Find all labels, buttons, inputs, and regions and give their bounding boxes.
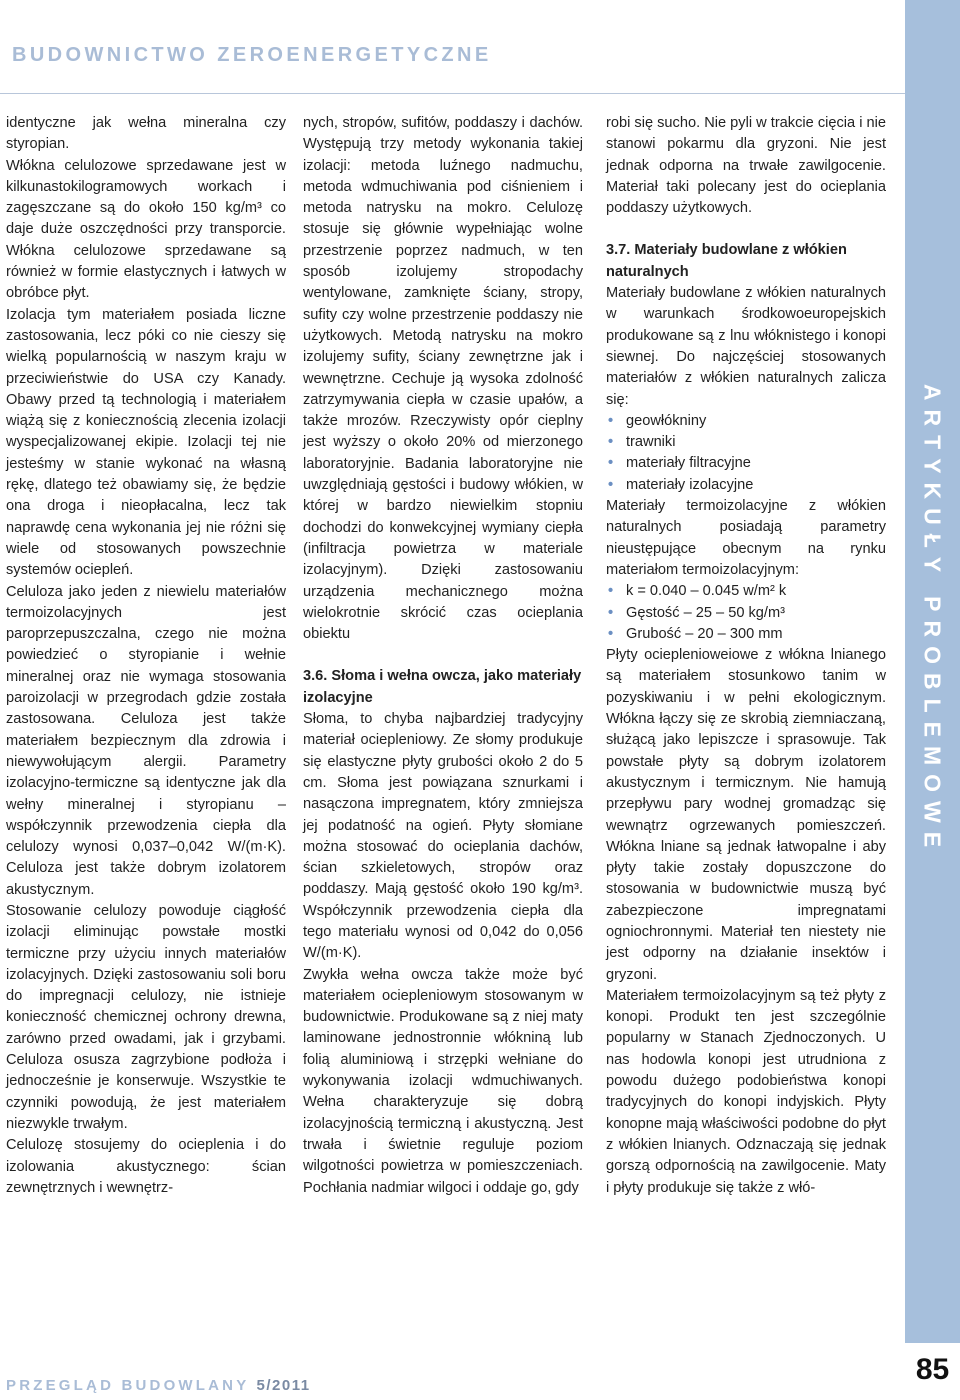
bullet-icon: • <box>608 455 614 472</box>
paragraph: Materiały termoizolacyjne z włókien naturalnych posiadają parametry nieustępujące obecnym na rynku materiałom termoizolacyjnym: <box>606 498 886 578</box>
paragraph: robi się sucho. Nie pyli w trakcie cięcia i nie stanowi pokarmu dla gryzoni. Nie jest jednak odporna na trwałe zawilgocenie. Materiał taki polecany jest do ocieplania poddaszy użytkowych. <box>606 115 886 217</box>
bullet-icon: • <box>608 412 614 429</box>
list-item <box>606 453 886 474</box>
list-item-text: trawniki <box>626 434 676 451</box>
section-heading: 3.6. Słoma i wełna owcza, jako materiały izolacyjne <box>303 668 582 706</box>
paragraph: Słoma, to chyba najbardziej tradycyjny materiał ociepleniowy. Ze słomy produkuje się elastyczne płyty grubości około 2 do 5 cm. Słoma jest powiązana sznurkami i nasączona impregnatem, który zmniejsza jej podatność na ogień. Płyty słomiane można stosować do ocieplania dachów, ścian szkieletowych, stropów oraz poddaszy. Mają gęstość około 190 kg/m³. Współczynnik przewodzenia ciepła dla tego materiału wynosi od 0,042 do 0,056 W/(m·K). <box>303 711 583 962</box>
parameter-list <box>606 581 886 645</box>
paragraph: Izolacja tym materiałem posiada liczne zastosowania, lecz póki co nie cieszy się wielką popularnością w naszym kraju w przeciwieństwie do USA czy Kanady. Obawy przed tą technologią i materiałem wiążą się z koniecznością zlecenia izolacji wyspecjalizowanej ekipie. Izolacji tej nie jesteśmy w stanie wykonać na własną rękę, dlatego też obawiamy się, że będzie ona droga i nieopłacalna, lecz tak naprawdę cena wykonania jej nie różni się wiele od stosowanych powszechnie systemów ociepleń. <box>6 306 286 579</box>
paragraph: Materiały budowlane z włókien naturalnych w warunkach środkowoeuropejskich produkowane są z lnu włóknistego i konopi siewnej. Do najczęściej stosowanych materiałów z włókien naturalnych zalicza się: <box>606 285 886 408</box>
paragraph: Materiałem termoizolacyjnym są też płyty z konopi. Produkt ten jest szczególnie popularny w Stanach Zjednoczonych. U nas hodowla konopi jest utrudniona z powodu dużego podobieństwa konopi tradycyjnych do konopi indyjskich. Płyty konopne mają właściwości podobne do płyt z włókien lnianych. Odznaczają się jednak gorszą odpornością na zawilgocenie. Maty i płyty produkuje się także z włó- <box>606 987 886 1196</box>
list-item-text: materiały izolacyjne <box>626 476 754 493</box>
paragraph: Włókna celulozowe sprzedawane jest w kilkunastokilogramowych workach i zagęszczane są do około 150 kg/m³ co daje duże oszczędności przy transporcie. Włókna celulozowe sprzedawane są również w formie elastycznych i łatwych w obróbce płyt. <box>6 157 286 302</box>
list-item-text: Grubość – 20 – 300 mm <box>626 625 783 642</box>
issue-number: 5/2011 <box>256 1377 311 1394</box>
paragraph: Zwykła wełna owcza także może być materiałem ociepleniowym stosowanym w budownictwie. Produkowane są z niej maty laminowane jednostronnie włókniną lub folią aluminiową i strzępki wełniane do wykonywania izolacji wdmuchiwanych. Wełna charakteryzuje się dobrą izolacyjnością termiczną i akustyczną. Jest trwała i świetnie reguluje poziom wilgotności powietrza w pomieszczeniach. Pochłania nadmiar wilgoci i oddaje go, gdy <box>303 966 583 1196</box>
spacer <box>606 219 886 240</box>
footer <box>6 1377 311 1394</box>
section-heading: 3.7. Materiały budowlane z włókien naturalnych <box>606 242 847 280</box>
list-item <box>606 581 886 602</box>
bullet-icon: • <box>608 583 614 600</box>
list-item-text: Gęstość – 25 – 50 kg/m³ <box>626 604 785 621</box>
column-1 <box>6 113 286 1199</box>
bullet-icon: • <box>608 604 614 621</box>
section-label: ARTYKUŁY PROBLEMOWE <box>919 383 946 857</box>
column-2 <box>303 113 583 1199</box>
bullet-icon: • <box>608 476 614 493</box>
spacer <box>303 645 583 666</box>
running-header: BUDOWNICTWO ZEROENERGETYCZNE <box>12 44 492 66</box>
bullet-list <box>606 411 886 496</box>
list-item <box>606 432 886 453</box>
list-item <box>606 624 886 645</box>
column-3 <box>606 113 886 1199</box>
list-item <box>606 603 886 624</box>
list-item <box>606 411 886 432</box>
list-item-text: materiały filtracyjne <box>626 455 751 472</box>
list-item-text: k = 0.040 – 0.045 w/m² k <box>626 583 787 600</box>
bullet-icon: • <box>608 434 614 451</box>
paragraph: Celulozę stosujemy do ocieplenia i do izolowania akustycznego: ścian zewnętrznych i wewnętrz- <box>6 1137 286 1196</box>
bullet-icon: • <box>608 625 614 642</box>
paragraph: Płyty ocieplenioweiowe z włókna lnianego są materiałem stosunkowo tanim w pozyskiwaniu i w pełni ekologicznym. Włókna łączy się ze skrobią ziemniaczaną, służącą jako lepiszcze i sprasowuje. Tak powstałe płyty są dobrym izolatorem akustycznym i termicznym. Nie hamują przepływu pary wodnej gromadząc się wewnątrz ogrzewanych pomieszczeń. Włókna lniane są jednak łatwopalne i aby płyty takie zostały dopuszczone do stosowania w budownictwie muszą być zabezpieczone impregnatami ogniochronnymi. Materiał ten niestety nie jest odporny na działanie insektów i gryzoni. <box>606 647 886 983</box>
header-rule <box>0 93 905 94</box>
list-item-text: geowłókniny <box>626 412 707 429</box>
paragraph: identyczne jak wełna mineralna czy styropian. <box>6 115 286 153</box>
list-item <box>606 475 886 496</box>
page-number: 85 <box>915 1353 950 1386</box>
paragraph: nych, stropów, sufitów, poddaszy i dachów. Występują trzy metody wykonania takiej izolacji: metoda luźnego nadmuchu, metoda wdmuchiwania pod ciśnieniem i metoda natrysku na mokro. Celulozę stosuje się głównie wypełniając wolne przestrzenie poprzez nadmuch, w ten sposób izolujemy stropodachy wentylowane, zamknięte ściany, stropy, sufity czy wolne przestrzenie poddaszy nie użytkowych. Metodą natrysku na mokro izolujemy sufity, ściany zewnętrzne jak i wewnętrzne. Cechuje ją wysoka zdolność zatrzymywania ciepła w czasie upałów, a także mrozów. Rzeczywisty opór cieplny jest wyższy o około 20% od mierzonego laboratoryjnie. Badania laboratoryjne nie uwzględniają gęstości i budowy włókien, w której w bardzo niewielkim stopniu dochodzi do konwekcyjnej wymiany ciepła (infiltracja powietrza w materiale izolacyjnym). Dzięki zastosowaniu urządzenia mechanicznego można wielokrotnie skrócić czas ocieplania obiektu <box>303 115 583 643</box>
paragraph: Celuloza jako jeden z niewielu materiałów termoizolacyjnych jest paroprzepuszczalna, czego nie można powiedzieć o styropianie i wełnie mineralnej oraz nie wymaga stosowania paroizolacji w przegrodach gdzie została zastosowana. Celuloza jest także materiałem bezpiecznym dla zdrowia i niewywołującym alergii. Parametry izolacyjno-termiczne są identyczne jak dla wełny mineralnej i styropianu – współczynnik przewodzenia ciepła dla celulozy wynosi 0,037–0,042 W/(m·K). Celuloza jest także dobrym izolatorem akustycznym. <box>6 583 286 898</box>
paragraph: Stosowanie celulozy powoduje ciągłość izolacji eliminując powstałe mostki termiczne przy użyciu innych materiałów izolacyjnych. Dzięki zastosowaniu soli boru do impregnacji celulozy, nie istnieje konieczność chemicznej ochrony drewna, zarówno przed owadami, jak i grzybami. Celuloza osusza zagrzybione podłoża i jednocześnie je konserwuje. Wszystkie te czynniki powodują, że jest materiałem niezwykle trwałym. <box>6 902 286 1132</box>
journal-name: PRZEGLĄD BUDOWLANY <box>6 1377 250 1394</box>
